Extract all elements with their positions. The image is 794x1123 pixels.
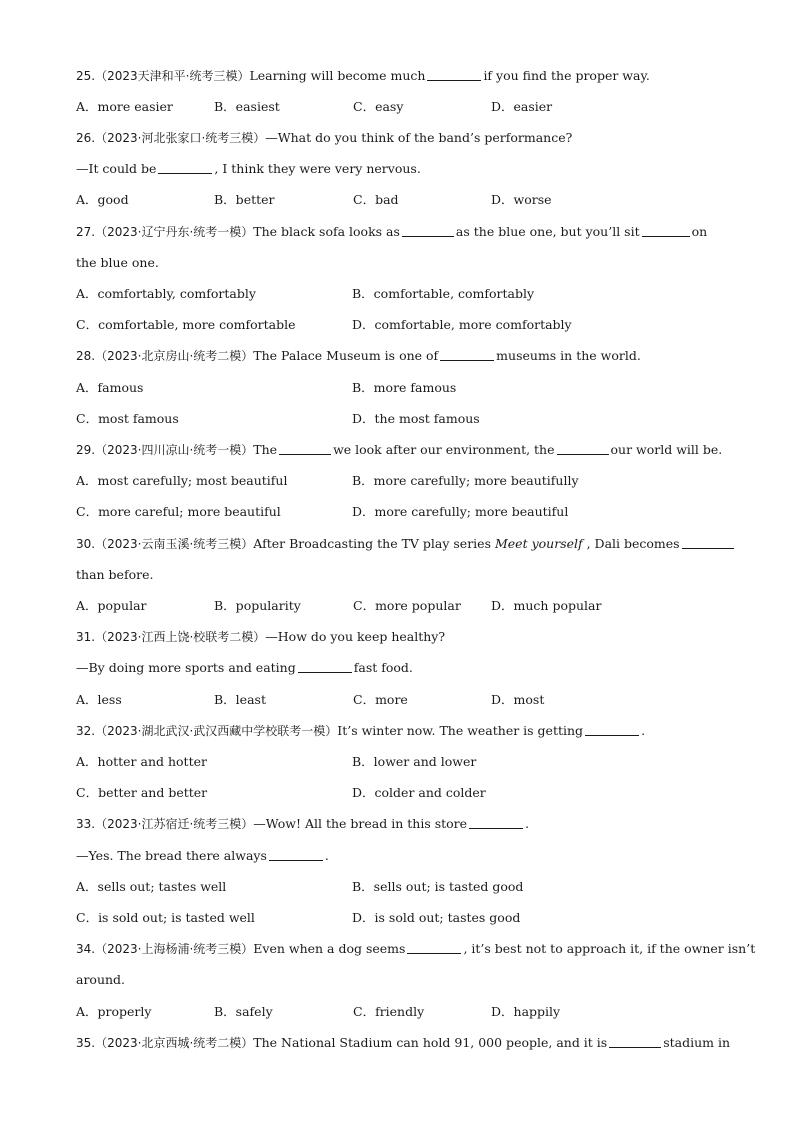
question-stem: —Wow! All the bread in this store (253, 816, 468, 831)
question-stem: the blue one. (76, 255, 159, 270)
question-stem: stadium in (663, 1035, 731, 1050)
option-a[interactable]: A．more easier (76, 99, 173, 114)
question-stem: —How do you keep healthy? (265, 629, 446, 644)
question-source: 26.（2023·河北张家口·统考三模） (76, 131, 266, 145)
question-source: 34.（2023·上海杨浦·统考三模） (76, 942, 254, 956)
answer-blank (402, 223, 454, 237)
option-b[interactable]: B．easiest (214, 99, 280, 114)
title-italic: Meet yourself (494, 536, 583, 551)
question-source: 28.（2023·北京房山·统考二模） (76, 349, 254, 363)
question-stem: than before. (76, 567, 154, 582)
question-33-line2 (76, 846, 724, 866)
question-stem: as the blue one, but you’ll sit (455, 224, 640, 239)
option-a[interactable]: A．sells out; tastes well (76, 879, 227, 894)
question-stem: The (253, 442, 278, 457)
question-stem: . (525, 816, 530, 831)
question-28 (76, 346, 724, 366)
option-c[interactable]: C．is sold out; is tasted well (76, 910, 255, 925)
option-a[interactable]: A．popular (76, 598, 147, 613)
options-30 (76, 596, 724, 616)
answer-blank (158, 160, 212, 174)
question-stem: It’s winter now. The weather is getting (337, 723, 584, 738)
question-stem: —It could be (76, 161, 157, 176)
option-b[interactable]: B．more carefully; more beautifully (352, 473, 579, 488)
option-d[interactable]: D．comfortable, more comfortably (352, 317, 572, 332)
option-b[interactable]: B．least (214, 692, 266, 707)
options-28-row1 (76, 378, 724, 398)
option-b[interactable]: B．sells out; is tasted good (352, 879, 524, 894)
option-b[interactable]: B．lower and lower (352, 754, 477, 769)
answer-blank (298, 659, 352, 673)
option-c[interactable]: C．more popular (353, 598, 461, 613)
question-source: 27.（2023·辽宁丹东·统考一模） (76, 225, 254, 239)
question-34-line2 (76, 970, 724, 990)
question-stem: . (641, 723, 646, 738)
answer-blank (427, 67, 481, 81)
option-a[interactable]: A．less (76, 692, 122, 707)
option-c[interactable]: C．more careful; more beautiful (76, 504, 281, 519)
question-source: 25.（2023天津和平·统考三模） (76, 69, 250, 83)
question-34 (76, 939, 756, 959)
options-29-row2 (76, 502, 724, 522)
question-stem: on (691, 224, 708, 239)
question-stem: , I think they were very nervous. (214, 161, 421, 176)
question-31 (76, 627, 724, 647)
question-stem: —By doing more sports and eating (76, 660, 296, 675)
options-26 (76, 190, 724, 210)
question-source: 31.（2023·江西上饶·校联考二模） (76, 630, 266, 644)
question-32 (76, 721, 724, 741)
question-stem: The black sofa looks as (253, 224, 400, 239)
answer-blank (407, 940, 461, 954)
question-25 (76, 66, 724, 86)
option-a[interactable]: A．properly (76, 1004, 152, 1019)
question-stem: our world will be. (610, 442, 723, 457)
answer-blank (279, 441, 331, 455)
question-stem: around. (76, 972, 126, 987)
question-29 (76, 440, 724, 460)
answer-blank (440, 347, 494, 361)
option-b[interactable]: B．popularity (214, 598, 301, 613)
question-26-line2 (76, 159, 724, 179)
question-source: 32.（2023·湖北武汉·武汉西藏中学校联考一模） (76, 724, 338, 738)
options-33-row1 (76, 877, 724, 897)
question-stem: The National Stadium can hold 91, 000 people, and it is (253, 1035, 608, 1050)
question-30 (76, 534, 724, 554)
answer-blank (682, 535, 734, 549)
option-d[interactable]: D．much popular (491, 598, 602, 613)
option-d[interactable]: D．happily (491, 1004, 561, 1019)
option-c[interactable]: C．bad (353, 192, 399, 207)
question-stem: we look after our environment, the (333, 442, 555, 457)
option-c[interactable]: C．more (353, 692, 408, 707)
question-30-line2 (76, 565, 724, 585)
option-d[interactable]: D．easier (491, 99, 553, 114)
question-stem: Even when a dog seems (253, 941, 406, 956)
options-32-row1 (76, 752, 724, 772)
option-c[interactable]: C．comfortable, more comfortable (76, 317, 296, 332)
question-stem: The Palace Museum is one of (253, 348, 439, 363)
question-source: 29.（2023·四川凉山·统考一模） (76, 443, 254, 457)
options-34 (76, 1002, 724, 1022)
question-stem: . (324, 848, 329, 863)
options-29-row1 (76, 471, 724, 491)
answer-blank (585, 722, 639, 736)
question-33 (76, 814, 724, 834)
question-stem: —What do you think of the band’s performance? (265, 130, 573, 145)
question-27 (76, 222, 724, 242)
question-source: 30.（2023·云南玉溪·统考三模） (76, 537, 254, 551)
options-25 (76, 97, 724, 117)
option-c[interactable]: C．most famous (76, 411, 179, 426)
question-stem: After Broadcasting the TV play series (253, 536, 491, 551)
option-a[interactable]: A．good (76, 192, 129, 207)
option-c[interactable]: C．friendly (353, 1004, 425, 1019)
option-d[interactable]: D．most (491, 692, 545, 707)
question-stem: fast food. (353, 660, 413, 675)
question-stem: , it’s best not to approach it, if the owner isn’t (463, 941, 756, 956)
option-c[interactable]: C．easy (353, 99, 404, 114)
option-d[interactable]: D．colder and colder (352, 785, 486, 800)
answer-blank (269, 847, 323, 861)
question-stem: , Dali becomes (586, 536, 680, 551)
options-28-row2 (76, 409, 724, 429)
options-27-row2 (76, 315, 724, 335)
option-b[interactable]: B．comfortable, comfortably (352, 286, 535, 301)
question-stem: Learning will become much (249, 68, 426, 83)
option-a[interactable]: A．comfortably, comfortably (76, 286, 256, 301)
question-26 (76, 128, 724, 148)
option-d[interactable]: D．the most famous (352, 411, 480, 426)
option-d[interactable]: D．is sold out; tastes good (352, 910, 521, 925)
answer-blank (642, 223, 690, 237)
options-27-row1 (76, 284, 724, 304)
options-33-row2 (76, 908, 724, 928)
question-31-line2 (76, 658, 724, 678)
option-d[interactable]: D．worse (491, 192, 552, 207)
option-b[interactable]: B．more famous (352, 380, 457, 395)
question-27-line2 (76, 253, 724, 273)
option-d[interactable]: D．more carefully; more beautiful (352, 504, 569, 519)
option-c[interactable]: C．better and better (76, 785, 208, 800)
question-35 (76, 1033, 731, 1053)
question-source: 33.（2023·江苏宿迁·统考三模） (76, 817, 254, 831)
option-b[interactable]: B．better (214, 192, 275, 207)
question-stem: if you find the proper way. (483, 68, 650, 83)
answer-blank (469, 815, 523, 829)
option-a[interactable]: A．famous (76, 380, 144, 395)
options-32-row2 (76, 783, 724, 803)
question-stem: museums in the world. (496, 348, 641, 363)
answer-blank (557, 441, 609, 455)
option-b[interactable]: B．safely (214, 1004, 273, 1019)
question-source: 35.（2023·北京西城·统考二模） (76, 1036, 254, 1050)
options-31 (76, 690, 724, 710)
answer-blank (609, 1034, 661, 1048)
option-a[interactable]: A．hotter and hotter (76, 754, 207, 769)
question-stem: —Yes. The bread there always (76, 848, 267, 863)
option-a[interactable]: A．most carefully; most beautiful (76, 473, 288, 488)
